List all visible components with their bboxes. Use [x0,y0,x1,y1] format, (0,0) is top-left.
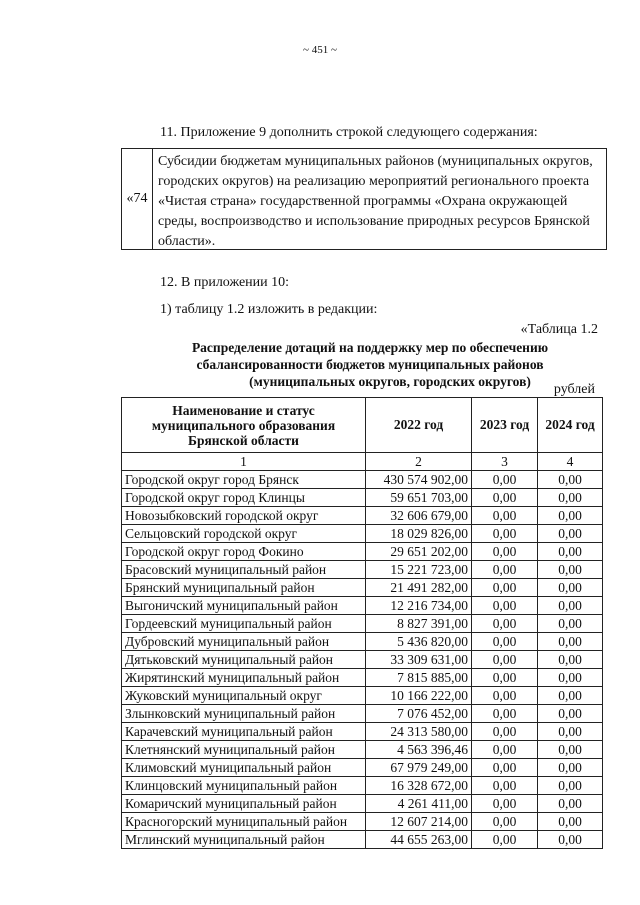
amount-2023: 0,00 [472,777,538,795]
amount-2024: 0,00 [538,669,603,687]
amount-2024: 0,00 [538,633,603,651]
municipality-name: Брянский муниципальный район [122,579,366,597]
table-title-line: (муниципальных округов, городских округов) [249,374,531,389]
table-row [122,759,603,777]
amount-2023: 0,00 [472,687,538,705]
table-row [122,471,603,489]
amount-2023: 0,00 [472,579,538,597]
amount-2024: 0,00 [538,525,603,543]
amount-2023: 0,00 [472,741,538,759]
table-row [122,543,603,561]
amount-2024: 0,00 [538,561,603,579]
amount-2022: 59 651 703,00 [366,489,472,507]
header-2023: 2023 год [472,398,538,453]
municipality-name: Гордеевский муниципальный район [122,615,366,633]
amount-2022: 12 216 734,00 [366,597,472,615]
amount-2022: 24 313 580,00 [366,723,472,741]
amount-2023: 0,00 [472,759,538,777]
header-2022: 2022 год [366,398,472,453]
table-row [122,525,603,543]
row-text-line: области». [158,234,216,249]
header-name: Наименование и статус муниципального образования Брянской области [122,398,366,453]
item-12-sub1: 1) таблицу 1.2 изложить в редакции: [160,302,378,317]
table-row [122,777,603,795]
amount-2022: 430 574 902,00 [366,471,472,489]
amount-2023: 0,00 [472,669,538,687]
table-row [122,489,603,507]
municipality-name: Красногорский муниципальный район [122,813,366,831]
municipality-name: Карачевский муниципальный район [122,723,366,741]
row-text [158,152,604,252]
amount-2024: 0,00 [538,705,603,723]
amount-2024: 0,00 [538,759,603,777]
amount-2023: 0,00 [472,597,538,615]
amount-2024: 0,00 [538,795,603,813]
table-row [122,579,603,597]
amount-2024: 0,00 [538,651,603,669]
appendix-9-row [121,148,607,250]
column-number: 4 [538,453,603,471]
municipality-name: Климовский муниципальный район [122,759,366,777]
page-number: ~ 451 ~ [303,44,337,56]
amount-2023: 0,00 [472,615,538,633]
amount-2022: 18 029 826,00 [366,525,472,543]
table-title-line: сбалансированности бюджетов муниципальных районов [196,357,544,372]
amount-2022: 21 491 282,00 [366,579,472,597]
amount-2023: 0,00 [472,543,538,561]
amount-2023: 0,00 [472,561,538,579]
amount-2023: 0,00 [472,723,538,741]
row-text-line: Субсидии бюджетам муниципальных районов (муниципальных округов, [158,154,593,169]
municipality-name: Комаричский муниципальный район [122,795,366,813]
amount-2022: 7 815 885,00 [366,669,472,687]
table-row [122,741,603,759]
table-row [122,687,603,705]
amount-2023: 0,00 [472,471,538,489]
row-text-line: «Чистая страна» государственной программы «Охрана окружающей [158,194,568,209]
table-row [122,597,603,615]
column-number: 2 [366,453,472,471]
table-row [122,669,603,687]
municipality-name: Городской округ город Фокино [122,543,366,561]
amount-2024: 0,00 [538,831,603,849]
municipality-name: Брасовский муниципальный район [122,561,366,579]
amount-2022: 5 436 820,00 [366,633,472,651]
amount-2023: 0,00 [472,633,538,651]
amount-2024: 0,00 [538,741,603,759]
amount-2022: 29 651 202,00 [366,543,472,561]
municipality-name: Дятьковский муниципальный район [122,651,366,669]
amount-2022: 32 606 679,00 [366,507,472,525]
amount-2024: 0,00 [538,723,603,741]
table-row [122,633,603,651]
table-title-line: Распределение дотаций на поддержку мер по обеспечению [191,340,549,355]
amount-2024: 0,00 [538,813,603,831]
table-row [122,705,603,723]
amount-2022: 4 261 411,00 [366,795,472,813]
amount-2022: 16 328 672,00 [366,777,472,795]
amount-2023: 0,00 [472,831,538,849]
header-2024: 2024 год [538,398,603,453]
amount-2022: 10 166 222,00 [366,687,472,705]
column-number: 1 [122,453,366,471]
amount-2024: 0,00 [538,471,603,489]
amount-2023: 0,00 [472,651,538,669]
row-number: «74 [122,149,153,249]
municipality-name: Городской округ город Клинцы [122,489,366,507]
municipality-name: Жуковский муниципальный округ [122,687,366,705]
amount-2023: 0,00 [472,507,538,525]
table-row [122,813,603,831]
municipality-name: Клетнянский муниципальный район [122,741,366,759]
amount-2024: 0,00 [538,687,603,705]
amount-2024: 0,00 [538,597,603,615]
amount-2024: 0,00 [538,489,603,507]
municipality-name: Выгоничский муниципальный район [122,597,366,615]
subsidy-distribution-table [121,397,603,849]
amount-2022: 8 827 391,00 [366,615,472,633]
amount-2024: 0,00 [538,579,603,597]
table-row [122,615,603,633]
amount-2023: 0,00 [472,489,538,507]
item-11-heading: 11. Приложение 9 дополнить строкой следующего содержания: [160,125,538,140]
amount-2022: 67 979 249,00 [366,759,472,777]
table-row [122,651,603,669]
municipality-name: Клинцовский муниципальный район [122,777,366,795]
municipality-name: Мглинский муниципальный район [122,831,366,849]
municipality-name: Дубровский муниципальный район [122,633,366,651]
amount-2023: 0,00 [472,525,538,543]
municipality-name: Жирятинский муниципальный район [122,669,366,687]
amount-2022: 33 309 631,00 [366,651,472,669]
amount-2022: 15 221 723,00 [366,561,472,579]
table-reference: «Таблица 1.2 [520,322,598,337]
municipality-name: Злынковский муниципальный район [122,705,366,723]
amount-2024: 0,00 [538,507,603,525]
item-12-heading: 12. В приложении 10: [160,275,290,290]
amount-2022: 44 655 263,00 [366,831,472,849]
table-body [122,471,603,849]
amount-2022: 4 563 396,46 [366,741,472,759]
row-text-line: среды, воспроизводство и использование природных ресурсов Брянской [158,214,590,229]
amount-2023: 0,00 [472,813,538,831]
amount-2024: 0,00 [538,615,603,633]
column-number: 3 [472,453,538,471]
table-row [122,723,603,741]
amount-2022: 12 607 214,00 [366,813,472,831]
amount-2024: 0,00 [538,777,603,795]
amount-2023: 0,00 [472,705,538,723]
table-row [122,831,603,849]
table-row [122,795,603,813]
row-text-line: городских округов) на реализацию мероприятий регионального проекта [158,174,590,189]
table-row [122,561,603,579]
municipality-name: Сельцовский городской округ [122,525,366,543]
municipality-name: Новозыбковский городской округ [122,507,366,525]
amount-2022: 7 076 452,00 [366,705,472,723]
amount-2024: 0,00 [538,543,603,561]
unit-label: рублей [553,382,595,397]
table-row [122,507,603,525]
amount-2023: 0,00 [472,795,538,813]
municipality-name: Городской округ город Брянск [122,471,366,489]
